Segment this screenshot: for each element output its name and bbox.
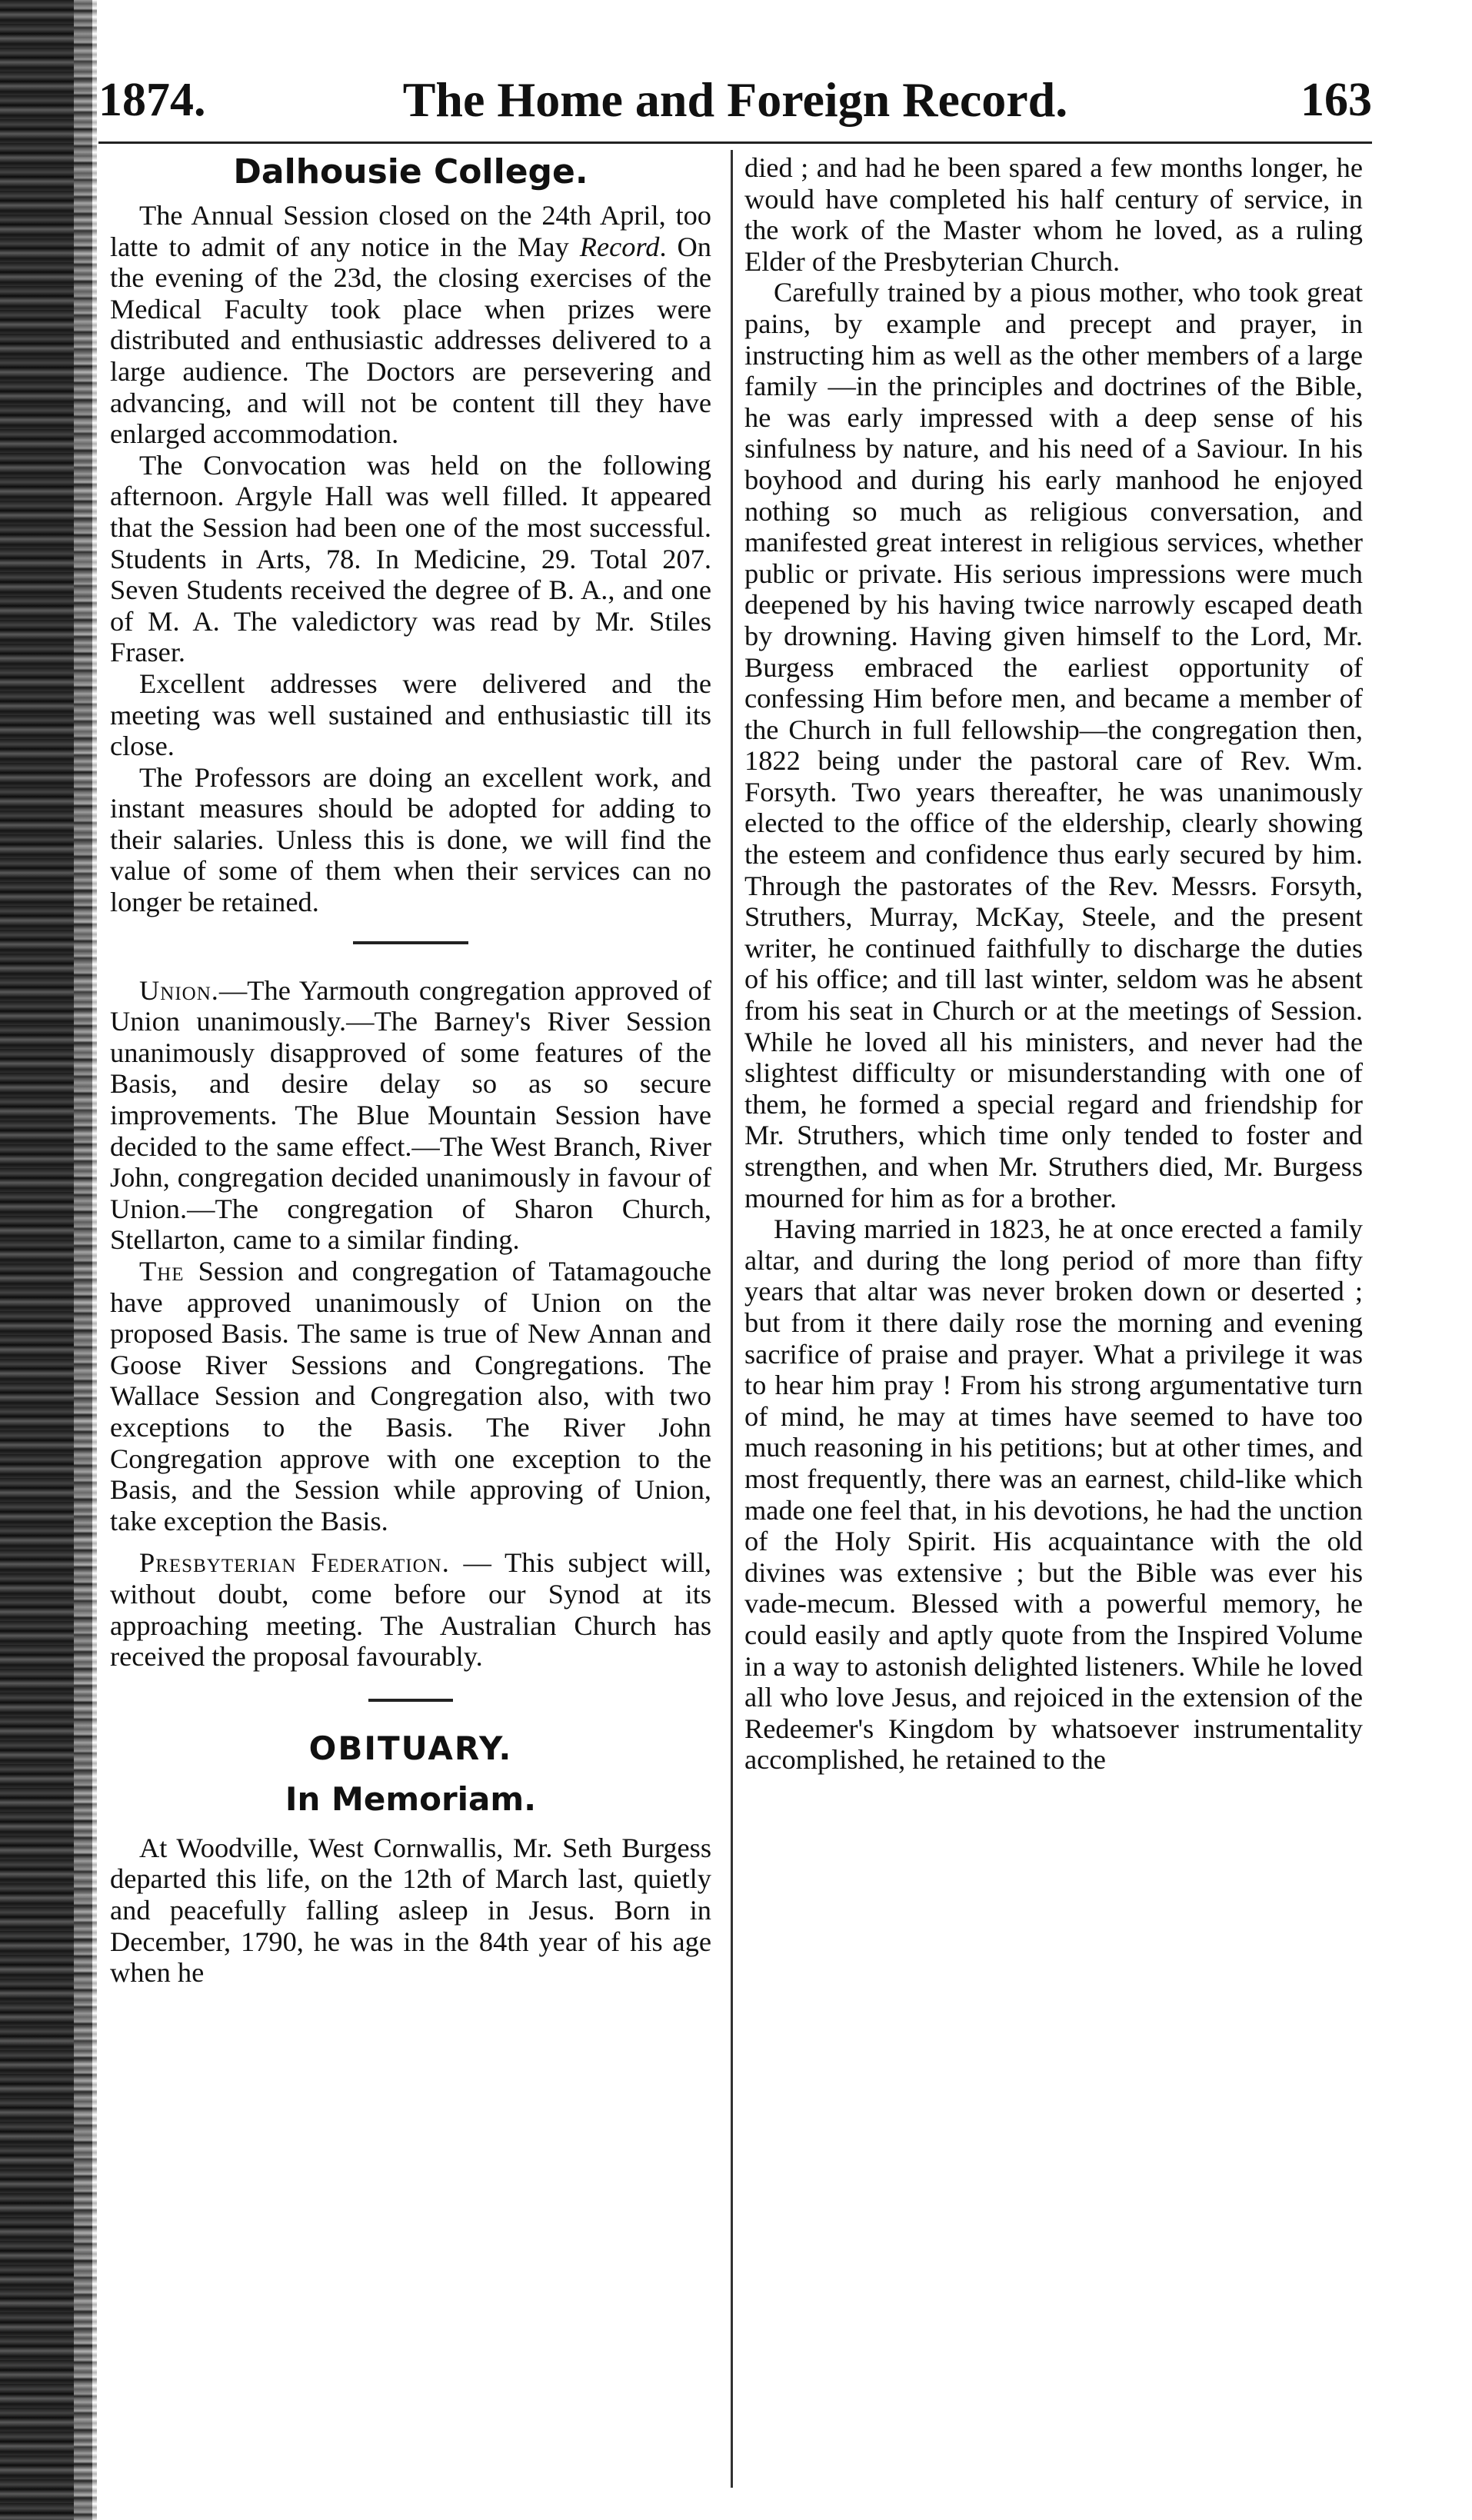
obituary-paragraph-1: At Woodville, West Cornwallis, Mr. Seth Burgess departed this life, on the 12th of March last, quietly and peacefully falling asleep in Jesus. Born in December, 1790, he was in the 84th year of his age when he	[110, 1832, 711, 1989]
header-rule	[98, 141, 1372, 144]
union-lead: Union.	[139, 974, 219, 1006]
tatamagouche-paragraph	[110, 1256, 711, 1536]
record-italic: Record	[579, 231, 660, 262]
federation-lead: Presbyterian Federation.	[139, 1547, 450, 1579]
header-title: The Home and Foreign Record.	[402, 72, 1068, 127]
header-page-number: 163	[1300, 74, 1372, 126]
obituary-paragraph-2: Carefully trained by a pious mother, who took great pains, by example and precept and prayer, in instructing him as well as the other members of a large family —in the principles and doctrines of the Bible, he was early impressed with a deep sense of his sinfulness by nature, and his need of a Saviour. In his boyhood and during his early manhood he enjoyed nothing so much as religious conversation, and manifested great interest in religious services, whether public or private. His serious impressions were much deepened by his having twice narrowly escaped death by drowning. Having given himself to the Lord, Mr. Burgess embraced the earliest opportunity of confessing Him before men, and became a member of the Church in full fellowship—the congregation then, 1822 being under the pastoral care of Rev. Wm. Forsyth. Two years thereafter, he was unanimously elected to the office of the eldership, clearly showing the esteem and confidence thus early secured by him. Through the pastorates of the Rev. Messrs. Forsyth, Struthers, Murray, McKay, Steele, and the present writer, he continued faithfully to discharge the duties of his office; and till last winter, seldom was he absent from his seat in Church or at the meetings of Session. While he loved all his ministers, and never had the slightest difficulty or misunderstanding with one of them, he formed a special regard and friendship for Mr. Struthers, which time only tended to foster and strengthen, and when Mr. Struthers died, Mr. Burgess mourned for him as for a brother.	[744, 277, 1363, 1213]
column-divider	[731, 150, 733, 2488]
dalhousie-p1-text: The Annual Session closed on the 24th April, too latte to admit of any notice in the May	[110, 200, 711, 262]
federation-paragraph	[110, 1547, 711, 1672]
tata-text: Session and congregation of Tatamagouche have approved unanimously of Union on the proposed Basis. The same is true of New Annan and Goose River Sessions and Congregations. The Wallace Session and Congregation also, with two exceptions to the Basis. The River John Congregation approve with one exception to the Basis, and the Session while approving of Union, take exception the Basis.	[110, 1256, 711, 1536]
binding-shadow	[74, 0, 97, 2520]
in-memoriam-heading: In Memoriam.	[285, 1779, 537, 1818]
dalhousie-heading: Dalhousie College.	[233, 152, 588, 191]
section-rule	[353, 941, 468, 944]
dalhousie-paragraph-4: The Professors are doing an excellent work, and instant measures should be adopted for adding to their salaries. Unless this is done, we will find the value of some of them when their services can no longer be retained.	[110, 761, 711, 918]
obituary-paragraph-3: Having married in 1823, he at once erected a family altar, and during the long period of more than fifty years that altar was never broken down or deserted ; but from it there daily rose the morning and evening sacrifice of praise and prayer. What a privilege it was to hear him pray ! From his strong argumentative turn of mind, he may at times have seemed to have too much reasoning in his petitions; but at other times, and most frequently, there was an earnest, child-like which made one feel that, in his devotions, he had the unction of the Holy Spirit. His acquaintance with the old divines was extensive ; but the Bible was ever his vade-mecum. Blessed with a powerful memory, he could easily and aptly quote from the Inspired Volume in a way to astonish delighted listeners. While he loved all who love Jesus, and rejoiced in the extension of the Redeemer's Kingdom by whatsoever instrumentality accomplished, he retained to the	[744, 1213, 1363, 1776]
dalhousie-p1-text-cont: . On the evening of the 23d, the closing exercises of the Medical Faculty took place when prizes were distributed and enthusiastic addresses delivered to a large audience. The Doctors are persevering and advancing, and will not be content till they have enlarged accommodation.	[110, 231, 712, 450]
running-header	[98, 69, 1372, 138]
federation-text: — This subject will, without doubt, come before our Synod at its approaching meeting. The Australian Church has received the proposal favourably.	[110, 1547, 711, 1673]
dalhousie-paragraph-2: The Convocation was held on the following afternoon. Argyle Hall was well filled. It appeared that the Session had been one of the most successful. Students in Arts, 78. In Medicine, 29. Total 207. Seven Students received the degree of B. A., and one of M. A. The valedictory was read by Mr. Stiles Fraser.	[110, 449, 711, 668]
header-year: 1874.	[98, 74, 206, 126]
obituary-continued: died ; and had he been spared a few months longer, he would have completed his half century of service, in the work of the Master whom he loved, as a ruling Elder of the Presbyterian Church.	[744, 152, 1363, 277]
union-text: —The Yarmouth congregation approved of Union unanimously.—The Barney's River Session unanimously disapproved of some features of the Basis, and desire delay so as so secure improvements. The Blue Mountain Session have decided to the same effect.—The West Branch, River John, congregation decided unanimously in favour of Union.—The congregation of Sharon Church, Stellarton, came to a similar finding.	[110, 974, 711, 1256]
obituary-heading: OBITUARY.	[308, 1729, 513, 1767]
right-column	[744, 152, 1363, 1776]
dalhousie-paragraph-3: Excellent addresses were delivered and the meeting was well sustained and enthusiastic till its close.	[110, 667, 711, 762]
obituary-rule	[368, 1699, 453, 1702]
union-paragraph	[110, 975, 711, 1256]
tata-lead: The	[139, 1256, 185, 1287]
left-column	[110, 152, 711, 1989]
dalhousie-paragraph-1	[110, 200, 711, 450]
